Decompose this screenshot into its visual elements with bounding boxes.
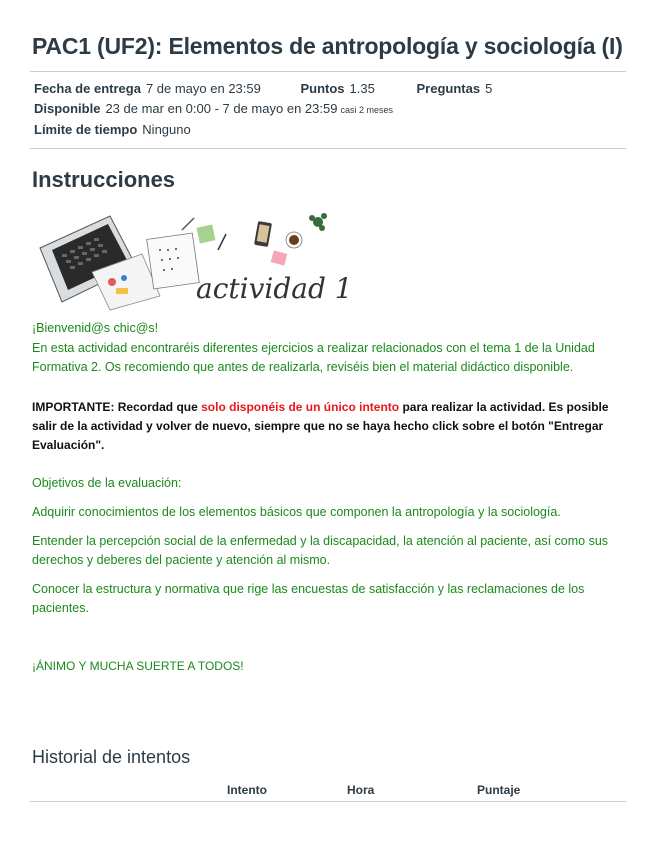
- sticky-note-icon: [197, 225, 216, 244]
- pencil-icon: [182, 218, 194, 230]
- coffee: [289, 235, 299, 245]
- due-date-value: 7 de mayo en 23:59: [145, 81, 261, 96]
- important-notice-2: salir de la actividad y volver de nuevo, siempre que no se haya hecho click sobre el botón "Entregar: [32, 419, 604, 433]
- welcome-text: ¡Bienvenid@s chic@s!: [32, 321, 159, 335]
- questions-label: Preguntas: [416, 81, 481, 96]
- pencil-icon: [218, 234, 226, 250]
- quiz-details-row-1: [34, 81, 492, 96]
- pink-note-icon: [271, 250, 288, 265]
- intro-text-2: Formativa 2. Os recomiendo que antes de realizarla, reviséis bien el material didáctico disponible.: [32, 360, 574, 374]
- points-label: Puntos: [300, 81, 345, 96]
- objective-2-line-2: derechos y deberes del paciente y atención al mismo.: [32, 553, 331, 567]
- available-value: 23 de mar en 0:00 - 7 de mayo en 23:59: [105, 101, 338, 116]
- time-limit-label: Límite de tiempo: [34, 122, 138, 137]
- time-limit-value: Ninguno: [142, 122, 191, 137]
- objectives-title: Objetivos de la evaluación:: [32, 476, 182, 490]
- activity-illustration: [32, 210, 353, 310]
- questions-value: 5: [485, 81, 493, 96]
- closing-text: ¡ÁNIMO Y MUCHA SUERTE A TODOS!: [32, 659, 244, 673]
- available-label: Disponible: [34, 101, 101, 116]
- attempt-history-heading: Historial de intentos: [32, 747, 191, 767]
- column-header-score: Puntaje: [477, 783, 521, 797]
- objective-3-line-2: pacientes.: [32, 601, 89, 615]
- divider: [30, 71, 626, 72]
- objective-3-line-1: Conocer la estructura y normativa que rige las encuestas de satisfacción y las reclamaciones de los: [32, 582, 585, 596]
- important-highlight: solo disponéis de un único intento: [201, 400, 400, 414]
- activity-caption: actividad 1: [196, 272, 353, 305]
- due-date-label: Fecha de entrega: [34, 81, 141, 96]
- important-suffix: para realizar la actividad. Es posible: [399, 400, 609, 414]
- instructions-heading: Instrucciones: [32, 167, 176, 192]
- available-duration: casi 2 meses: [340, 105, 393, 115]
- points-value: 1.35: [349, 81, 375, 96]
- quiz-details-row-2: [34, 101, 393, 116]
- column-header-attempt: Intento: [227, 783, 267, 797]
- important-prefix: IMPORTANTE: Recordad que: [32, 400, 202, 414]
- important-notice-3: Evaluación".: [32, 438, 105, 452]
- important-notice-1: [32, 398, 622, 417]
- objective-1: Adquirir conocimientos de los elementos básicos que componen la antropología y la sociología.: [32, 505, 561, 519]
- quiz-details-row-3: [34, 122, 191, 137]
- calendar-icon: [147, 233, 200, 289]
- divider: [30, 148, 626, 149]
- plant-icon: [309, 213, 327, 231]
- page-title: PAC1 (UF2): Elementos de antropología y sociología (I): [32, 33, 623, 59]
- table-header-divider: [30, 801, 626, 802]
- column-header-time: Hora: [347, 783, 375, 797]
- intro-text-1: En esta actividad encontraréis diferentes ejercicios a realizar relacionados con el tema 1 de la Unidad: [32, 341, 595, 355]
- objective-2-line-1: Entender la percepción social de la enfermedad y la discapacidad, la atención al paciente, así como sus: [32, 534, 609, 548]
